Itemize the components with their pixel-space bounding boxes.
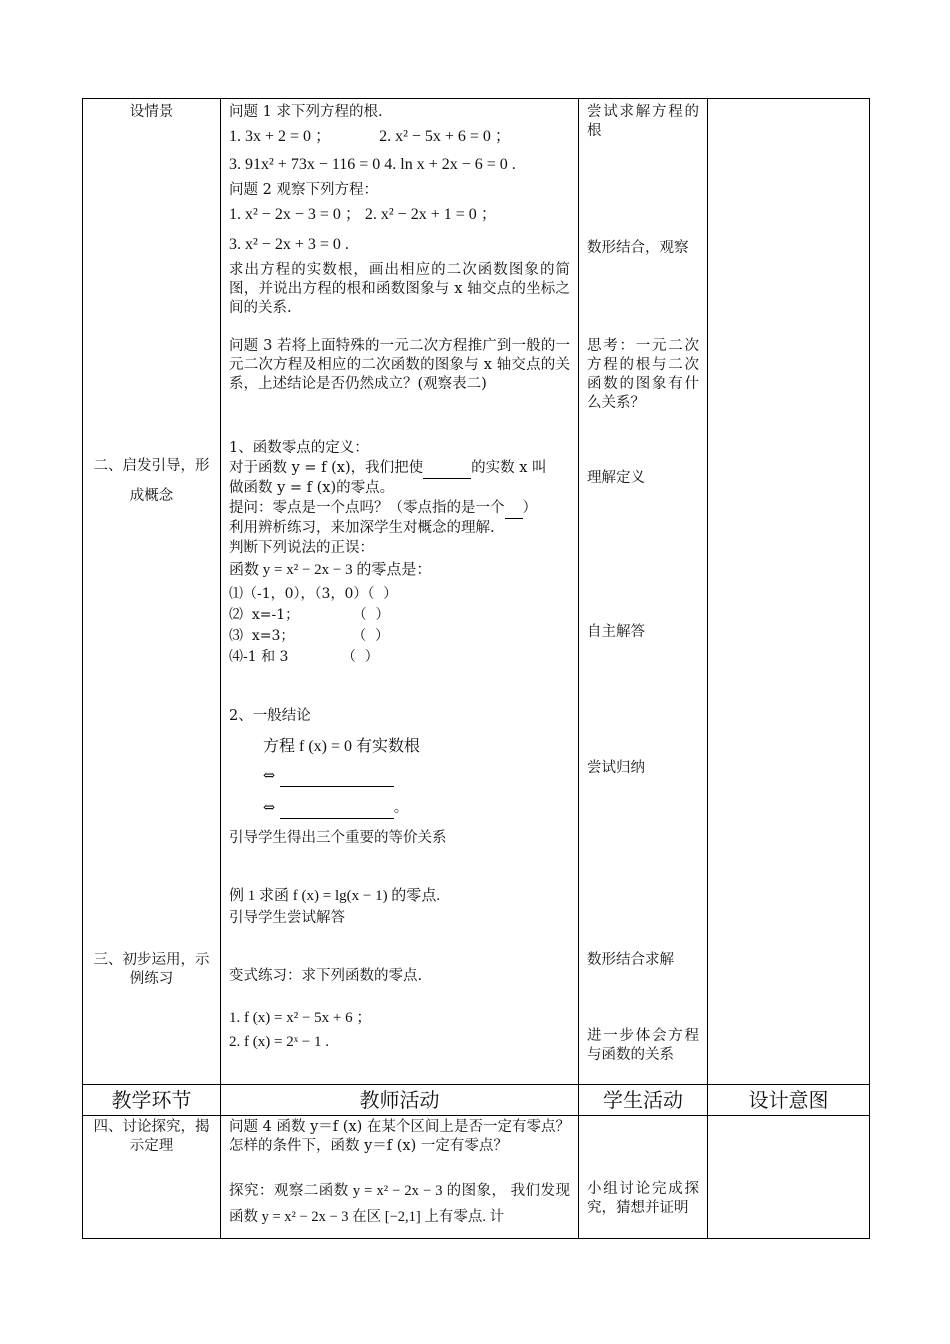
stage-label-explore: 四、讨论探究，揭示定理 (93, 1119, 210, 1154)
student-note-8: 进一步体会方程与函数的关系 (587, 1028, 699, 1063)
q1-eq4: 4. ln x + 2x − 6 = 0 . (384, 156, 516, 173)
judge-option-3: ⑶ x=3； （ ） (229, 628, 390, 644)
judge-option-4: ⑷-1 和 3 （ ） (229, 649, 379, 665)
student-note-2: 数形结合，观察 (587, 240, 689, 256)
general-line1: 方程 f (x) = 0 有实数根 (263, 738, 421, 755)
student-note-1: 尝试求解方程的根 (587, 104, 699, 139)
q1-equations-b (229, 155, 570, 174)
student-note-3: 思考：一元二次方程的根与二次函数的图象有什么关系？ (587, 338, 699, 411)
definition-line1: 对于函数 y = f (x)，我们把使 的实数 x 叫 (229, 459, 570, 479)
q2-title: 问题 2 观察下列方程： (229, 182, 378, 198)
question-line: 提问：零点是一个点吗？（零点指的是一个 ） (229, 499, 570, 519)
teacher-activity-explore (221, 1116, 579, 1239)
table-header-row (83, 1085, 870, 1116)
design-intent-explore (708, 1116, 870, 1239)
equiv-blank-2 (280, 799, 394, 819)
student-activity-cell (579, 99, 708, 1085)
general-title: 2、一般结论 (229, 708, 311, 724)
question-line2: 利用辨析练习，来加深学生对概念的理解. (229, 520, 495, 536)
guide-text: 引导学生得出三个重要的等价关系 (229, 830, 447, 846)
student-note-4: 理解定义 (587, 470, 645, 486)
student-note-6: 尝试归纳 (587, 760, 645, 776)
student-note-7: 数形结合求解 (587, 952, 674, 968)
definition-blank (423, 459, 471, 479)
equiv-line2: ⇔ 。 (263, 799, 570, 819)
header-intent: 设计意图 (708, 1085, 870, 1116)
stage-label-guide: 二、启发引导，形成概念 (93, 458, 210, 504)
judge-option-1: ⑴（-1，0），（3，0）（ ） (229, 586, 398, 602)
judge-option-2: ⑵ x=-1； （ ） (229, 607, 390, 623)
student-activity-explore (579, 1116, 708, 1239)
q1-eq1: 1. 3x + 2 = 0 ； (229, 128, 332, 145)
variant-1: 1. f (x) = x² − 5x + 6 ； (229, 1010, 372, 1026)
q1-equations-a (229, 127, 570, 146)
header-stage: 教学环节 (83, 1085, 221, 1116)
q2-eq1: 1. x² − 2x − 3 = 0 ； (229, 206, 361, 223)
judge-title: 判断下列说法的正误： (229, 540, 374, 556)
lesson-plan-table (82, 98, 870, 1239)
equiv-blank-1 (280, 767, 394, 787)
variant-2: 2. f (x) = 2ˣ − 1 . (229, 1034, 329, 1050)
definition-line2: 做函数 y = f (x)的零点。 (229, 480, 395, 496)
example-1-guide: 引导学生尝试解答 (229, 910, 345, 926)
content-row-main (83, 99, 870, 1085)
stage-label-scenario: 设情景 (129, 104, 174, 120)
q1-title: 问题 1 求下列方程的根. (229, 104, 383, 120)
content-row-explore (83, 1116, 870, 1239)
variant-title: 变式练习：求下列函数的零点. (229, 968, 423, 984)
q4-text: 问题 4 函数 y＝f (x) 在某个区间上是否一定有零点？怎样的条件下，函数 y＝f (x) 一定有零点？ (229, 1119, 570, 1154)
header-teacher: 教师活动 (221, 1085, 579, 1116)
q2-eq3: 3. x² − 2x + 3 = 0 . (229, 236, 349, 253)
student-note-5: 自主解答 (587, 624, 645, 640)
student-note-explore: 小组讨论完成探究，猜想并证明 (587, 1181, 699, 1216)
q1-eq2: 2. x² − 5x + 6 = 0 ； (379, 128, 511, 145)
header-student: 学生活动 (579, 1085, 708, 1116)
q1-eq3: 3. 91x² + 73x − 116 = 0 (229, 156, 381, 173)
q2-eq2: 2. x² − 2x + 1 = 0 ； (364, 206, 497, 223)
q2-text: 求出方程的实数根，画出相应的二次函数图象的简图，并说出方程的根和函数图象与 x 轴交点的坐标之间的关系. (229, 262, 570, 316)
stage-label-practice: 三、初步运用，示例练习 (93, 952, 210, 987)
design-intent-cell (708, 99, 870, 1085)
judge-function: 函数 y = x² − 2x − 3 的零点是： (229, 562, 432, 578)
teacher-activity-cell (221, 99, 579, 1085)
explore-text: 探究：观察二函数 y = x² − 2x − 3 的图象， 我们发现函数 y = x² − 2x − 3 在区 [−2,1] 上有零点. 计 (229, 1183, 570, 1225)
stage-cell (83, 99, 221, 1085)
stage-cell-explore (83, 1116, 221, 1239)
q2-equations-a (229, 205, 570, 224)
q3-text: 问题 3 若将上面特殊的一元二次方程推广到一般的一元二次方程及相应的二次函数的图象与 x 轴交点的关系，上述结论是否仍然成立？(观察表二) (229, 338, 570, 392)
equiv-line1: ⇔ (263, 767, 570, 787)
question-blank (505, 499, 523, 519)
definition-title: 1、函数零点的定义： (229, 440, 369, 456)
example-1: 例 1 求函 f (x) = lg(x − 1) 的零点. (229, 888, 441, 904)
